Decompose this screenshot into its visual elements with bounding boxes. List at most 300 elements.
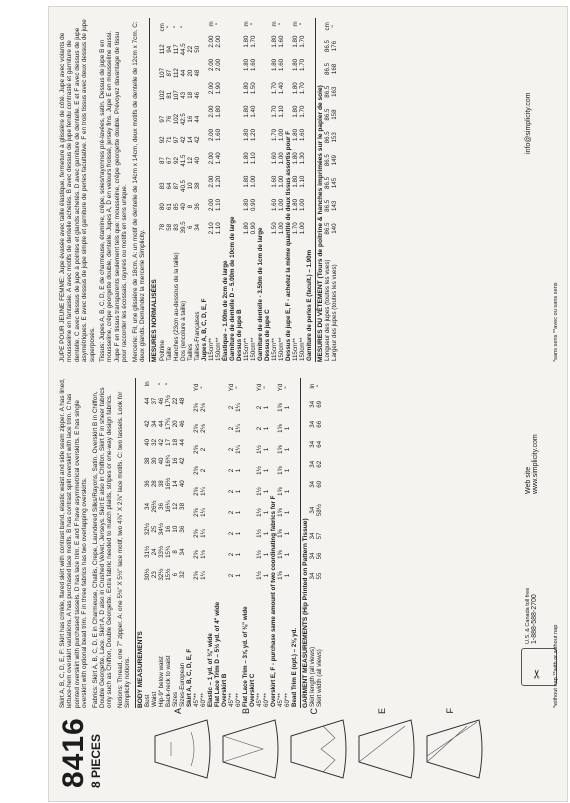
table-cell (187, 18, 194, 37)
table-cell: 86.5 (324, 62, 332, 75)
table-cell: 1.80 (291, 105, 299, 118)
table-cell: 86.5 (324, 85, 332, 98)
table-cell: 1⅛ (200, 550, 208, 559)
row-label: 150cm** (298, 337, 306, 361)
table-cell: 1¼ (235, 403, 243, 412)
table-cell: 40 (144, 438, 152, 446)
table-cell: 2⅝ (193, 424, 201, 433)
table-cell: " (249, 22, 257, 26)
table-cell: 2 (200, 468, 208, 473)
table-cell: 1 (235, 468, 243, 473)
table-cell: 25 (151, 525, 159, 533)
phone-contact (525, 588, 538, 644)
table-cell: 34 (309, 400, 317, 408)
table-cell: 34 (179, 548, 187, 556)
table-cell: 1.60 (277, 58, 285, 71)
row-label: Overskirt C (249, 673, 257, 707)
table-cell: " (172, 26, 180, 29)
row-label: Bust (144, 694, 152, 707)
table-cell: 1.80 (270, 58, 278, 71)
table-cell: 1.70 (270, 128, 278, 141)
notions-text: Notions: Thread, one 7" zipper. A: one 5⅛" X 5½" lace motif, two 4⅞" X 2⅞" lace motifs. C: two tassels. Look for Simplicity notions. (116, 391, 132, 708)
table-cell: 69 (316, 400, 324, 408)
row-label: 150cm** (277, 337, 285, 361)
table-cell: " (179, 26, 187, 29)
table-cell: 16 (165, 525, 173, 533)
body-measurements-table-fr (159, 18, 201, 362)
view-letter: F (445, 708, 455, 714)
table-cell: 2⅝ (193, 550, 201, 559)
table-cell: 39.5 (179, 221, 187, 234)
table-cell: 81 (165, 91, 173, 99)
table-cell: 12 (186, 157, 194, 164)
table-cell: 1.70 (270, 82, 278, 95)
row-label: Waist (151, 691, 159, 707)
table-cell: 1¼ (235, 424, 243, 433)
table-row (194, 18, 201, 362)
table-cell: 107 (158, 67, 166, 79)
table-cell: 15¾ (165, 545, 173, 558)
table-row (263, 378, 270, 708)
body-measurements-table (144, 378, 186, 708)
table-cell: " (158, 382, 166, 385)
table-cell: 76 (165, 115, 173, 123)
table-cell: 1.70 (270, 105, 278, 118)
table-cell: 15½ (165, 568, 173, 581)
table-cell: 2.00 (207, 105, 215, 118)
table-cell: 34½ (158, 523, 166, 536)
table-cell: 86.5 (324, 40, 332, 53)
table-cell: 1.50 (270, 222, 278, 235)
table-row (158, 378, 165, 708)
nap-note-fr: *sans sens **avec ou sans sens (553, 282, 559, 362)
table-row (172, 378, 179, 708)
row-label: 60"** (235, 693, 243, 707)
table-cell: 1 (235, 531, 243, 536)
table-cell: 1.40 (214, 152, 222, 165)
table-cell: " (263, 386, 271, 389)
table-cell: 1.40 (277, 82, 285, 95)
table-cell: 1.60 (249, 58, 257, 71)
table-cell: 32½ (144, 523, 152, 536)
table-cell: 2⅛ (200, 424, 208, 433)
table-cell: 64 (165, 182, 173, 190)
table-cell: 61 (165, 203, 173, 211)
table-cell: 6 (172, 572, 180, 577)
table-cell: 1 (263, 489, 271, 494)
simplicity-logo-icon: ✂ (521, 648, 557, 686)
table-cell: 1.00 (298, 198, 306, 212)
table-cell: 1.10 (249, 152, 257, 165)
table-cell: 1.80 (291, 35, 299, 48)
table-cell: 0.90 (249, 222, 257, 235)
skirt-sketch-icon (287, 712, 347, 786)
table-cell: 22 (172, 397, 180, 405)
row-label: 115cm** (207, 338, 215, 361)
view-letter: A (173, 708, 183, 715)
table-cell: 1.00 (298, 222, 306, 235)
table-cell: 1½ (256, 445, 264, 454)
table-row (285, 18, 292, 362)
row-label: 45"** (228, 693, 236, 707)
table-cell: 44 (158, 420, 166, 428)
table-row (257, 18, 264, 362)
pattern-number: 8416 (57, 717, 90, 788)
table-cell: 1.80 (242, 105, 250, 118)
row-label: 45"** (193, 693, 201, 707)
table-cell: 55 (316, 572, 324, 580)
table-cell: 34 (309, 440, 317, 448)
table-cell: 16¾ (165, 454, 173, 467)
table-cell: 87 (165, 69, 173, 77)
table-cell: 1.40 (249, 105, 257, 118)
table-cell: 1 (263, 468, 271, 473)
table-cell: 2 (228, 447, 236, 452)
fabrics-text: Fabrics: Skirt A, B, C, D, E in Charmeuse, Challis, Crepe, Laundered Silks/Rayons, Satin. Overskirt B in Chiffon, Double Georgette, Lace. Skirt A, D also in Crushed Velvet, Jerseys. Skirt E also in Chiffon. Skirt F in sheer fabrics only such as Chiffon, Double Georgette. Extra fabric needed to match plaids, stripes or one-way design fabrics. (91, 387, 114, 708)
table-cell: 16 (186, 115, 194, 123)
table-cell: m (270, 21, 278, 27)
table-cell: 2 (228, 510, 236, 515)
table-cell: 2 (228, 573, 236, 578)
table-row (242, 378, 249, 708)
table-cell (172, 378, 179, 390)
row-label: Dessus de jupe B (235, 309, 243, 361)
row-label: Bead Trim E (opt.) – 2⅛ yd. (291, 627, 299, 707)
table-cell: 97 (172, 136, 180, 144)
table-cell: 1.80 (270, 35, 278, 48)
table-cell: 2⅝ (193, 571, 201, 580)
table-cell: 86.5 (324, 131, 332, 144)
email-address[interactable]: info@simplicity.com (525, 92, 532, 154)
table-cell: 1¼ (200, 508, 208, 517)
table-cell: 2.00 (207, 198, 215, 212)
table-cell: 2⅝ (193, 403, 201, 412)
table-cell: 168 (331, 63, 339, 75)
table-row (277, 378, 284, 708)
table-cell: 158 (331, 109, 339, 120)
table-cell: 1 (263, 552, 271, 557)
table-cell: 20 (172, 420, 180, 428)
row-label: Garniture de dentelle D – 5.00m de 10cm de large (228, 216, 236, 361)
table-cell: 1.00 (277, 128, 285, 141)
table-row (144, 378, 151, 708)
row-label: Overskirt E, F - purchase same amount of two coordinating fabrics for F (270, 495, 278, 707)
table-cell: 22 (186, 45, 194, 53)
table-cell: 58½ (316, 504, 324, 517)
table-cell: " (165, 26, 173, 29)
table-cell: 1.70 (298, 35, 306, 48)
table-cell: 44 (144, 397, 152, 405)
table-cell: 1¼ (200, 487, 208, 496)
table-cell: 32½ (158, 568, 166, 581)
sketch-view-b (219, 708, 279, 786)
table-cell: 1.60 (270, 152, 278, 165)
table-cell: 1 (284, 405, 292, 410)
sketch-view-c (287, 708, 347, 786)
table-cell: 1 (263, 531, 271, 536)
row-label: Elastic – 1 yd. of ⅜" wide (207, 633, 215, 707)
table-cell: 86.5 (324, 199, 332, 212)
table-cell: 1.80 (291, 152, 299, 165)
sketch-view-a (151, 708, 211, 786)
row-label: Poitrine (158, 340, 166, 361)
phone-number: 1-888-588-2700 (531, 594, 538, 644)
view-letter: B (241, 708, 251, 715)
row-label: Élastique – 1.00m de 2cm de large (221, 260, 229, 361)
table-cell: 32 (179, 571, 187, 579)
row-label: Skirt A, B, C, D, E, F (186, 648, 194, 707)
table-cell: 1.60 (298, 128, 306, 141)
table-cell: 2.00 (207, 128, 215, 141)
view-sketches (151, 708, 491, 786)
yardage-table-fr (201, 18, 313, 362)
skirt-sketch-icon (219, 712, 279, 786)
table-row (207, 378, 214, 708)
row-label: Back-neck to waist (165, 655, 173, 707)
table-row (215, 18, 222, 362)
skirt-sketch-icon (423, 712, 483, 786)
table-row (200, 378, 207, 708)
table-cell: 48 (179, 397, 187, 405)
table-cell: 92 (172, 157, 180, 164)
table-cell: 37 (151, 397, 159, 405)
view-letter: C (309, 708, 319, 715)
row-label: Hip-9" below waist (158, 656, 166, 707)
body-measurements-title-fr: MESURES NORMALISÉES (149, 18, 158, 362)
table-cell: 140 (331, 223, 339, 234)
table-cell: 1.60 (270, 198, 278, 212)
piece-count: 8 PIECES (89, 733, 103, 788)
table-cell: 10 (186, 182, 194, 190)
table-cell: 2⅝ (193, 487, 201, 496)
table-cell: 71 (165, 136, 173, 144)
table-cell: 1 (284, 447, 292, 452)
table-cell: 48 (193, 69, 201, 77)
yardage-table (186, 378, 298, 708)
table-cell: 1.00 (277, 198, 285, 212)
table-cell: 1⅝ (277, 403, 285, 412)
table-cell: 2 (228, 468, 236, 473)
table-cell: 1.80 (291, 58, 299, 71)
table-cell: 86.5 (324, 222, 332, 235)
table-cell: 176 (331, 40, 339, 52)
table-cell: 1.80 (242, 175, 250, 188)
table-cell: 36 (144, 480, 152, 488)
table-cell: 1.80 (242, 35, 250, 48)
table-cell: 40 (179, 480, 187, 488)
table-row (270, 378, 277, 708)
table-cell: 38 (179, 502, 187, 510)
table-cell: 12 (172, 502, 180, 510)
row-label: Skirt width (all views) (316, 649, 324, 707)
table-cell: 34 (309, 480, 317, 488)
table-row (180, 18, 187, 362)
table-cell: 2⅝ (193, 508, 201, 517)
table-cell: 26½ (151, 500, 159, 513)
row-label: 60"** (263, 693, 271, 707)
table-cell: 1½ (256, 550, 264, 559)
table-cell: 42.5 (179, 113, 187, 126)
table-cell: 1.80 (242, 58, 250, 71)
table-cell: 1 (235, 510, 243, 515)
table-cell: 2 (200, 447, 208, 452)
table-row (250, 18, 257, 362)
row-label: Hanches (23cm au-dessous de la taille) (172, 252, 180, 361)
table-cell: 92 (158, 136, 166, 144)
garment-measurements-title-fr: MESURES DU VÊTEMENT (Tours de poitrine & hanches imprimées sur le papier de soie) (315, 18, 324, 362)
row-label: Longueur des jupes (toutes les vues) (324, 259, 332, 361)
table-cell: 34 (309, 552, 317, 560)
table-cell: 46 (193, 91, 201, 99)
table-cell: 83 (158, 182, 166, 190)
table-cell: 28 (151, 480, 159, 488)
table-cell: 1.10 (298, 175, 306, 188)
table-cell (179, 378, 186, 390)
table-cell: 40 (193, 157, 201, 164)
table-cell: 66 (316, 420, 324, 428)
table-cell: 1.70 (298, 82, 306, 95)
table-cell: 117 (172, 44, 180, 55)
table-cell: 1.10 (214, 222, 222, 235)
table-row (235, 378, 242, 708)
table-cell: 1 (263, 510, 271, 515)
table-cell: cm (324, 22, 332, 31)
row-label: Dos (encolure à taille) (179, 300, 187, 361)
table-cell: 1 (284, 468, 292, 473)
table-cell: 1.70 (298, 105, 306, 118)
fabrics-text-fr: Tissus: Jupes A, B, C, D, E de charmeuse, étamine, crêpe, soies/rayonnes pré-lavées, satin. Dessus de jupe B en mousseline, crêpe georgette double, dentelle. Jupes A, D en velours froissé, jersey fins. Jupe E en mousseline aussi. Jupe F en tissus transparents seulement tels que: mousseline, crêpe georgette double. Prévoyez davantage de tissu pour raccorder les écossais, rayures ou motifs en sens unique. (99, 30, 129, 362)
table-cell: 1.80 (291, 82, 299, 95)
table-cell: 80 (158, 203, 166, 211)
row-label: 60"** (284, 693, 292, 707)
table-cell: 85 (172, 203, 180, 211)
table-row (331, 18, 338, 362)
table-cell: 36 (179, 525, 187, 533)
table-cell: 1½ (256, 487, 264, 496)
skirt-sketch-icon (151, 712, 211, 786)
table-cell: 83 (172, 223, 180, 231)
table-cell: 1¼ (200, 529, 208, 538)
table-cell: 57 (316, 532, 324, 540)
web-url[interactable]: www.simplicity.com (532, 434, 539, 494)
table-row (292, 18, 299, 362)
table-row (243, 18, 250, 362)
table-cell: 1.20 (214, 175, 222, 188)
table-cell: 1.00 (277, 175, 285, 188)
row-label: Garniture de dentelle - 3.50m de 1cm de large (256, 227, 264, 361)
table-cell: 143 (331, 200, 339, 211)
table-cell: m (291, 21, 299, 27)
table-cell: 38 (158, 480, 166, 488)
table-cell: 2 (228, 426, 236, 431)
table-cell: 1 (235, 552, 243, 557)
table-row (278, 18, 285, 362)
garment-measurements-table-fr (324, 18, 338, 362)
table-cell: 46 (158, 397, 166, 405)
table-cell: 8 (172, 550, 180, 554)
table-cell: Yd (277, 383, 285, 392)
table-cell: 33½ (158, 545, 166, 558)
table-cell: 1.50 (249, 82, 257, 95)
table-cell: 38 (144, 457, 152, 465)
row-label: 45"** (256, 693, 264, 707)
table-row (214, 378, 221, 708)
table-cell: " (165, 382, 173, 385)
table-cell: 1⅝ (277, 508, 285, 517)
table-cell: 2 (228, 405, 236, 410)
intro-text: Skirt A, B, C, D, E, F: Skirt has crinkle, flared skirt with contrast band, elastic waist and side seam zipper. A has lined, lettuce-hem overskirt variations. A has purchased lace motifs. B has contrast split overskirt with lace trim. C has pointed overskirt with purchased tassels. D has lace trim. E and F have asymmetrical overskirts. E has single overskirt with optional bead trim. F in three fabrics has two overlapping overskirts. (59, 378, 89, 708)
table-row (187, 18, 194, 362)
table-cell: 16¼ (165, 500, 173, 513)
table-cell: 34 (309, 506, 317, 514)
table-cell: 1.80 (242, 222, 250, 235)
table-cell: Yd (228, 383, 236, 392)
table-cell: 23 (151, 571, 159, 579)
table-cell: 1 (235, 573, 243, 578)
table-cell: 67 (165, 157, 173, 164)
table-cell: 163 (331, 86, 339, 97)
table-cell: 34 (193, 223, 201, 231)
table-row (151, 378, 158, 708)
table-cell: 1.80 (242, 82, 250, 95)
table-cell: 41.5 (179, 154, 187, 167)
table-cell: 2.10 (207, 222, 215, 235)
table-cell: 2 (228, 489, 236, 494)
table-row (256, 378, 263, 708)
table-cell: 44 (193, 115, 201, 123)
table-row (229, 18, 236, 362)
row-label: 45"** (277, 693, 285, 707)
table-row (324, 18, 331, 362)
table-row (228, 378, 235, 708)
table-cell: 1¼ (200, 571, 208, 580)
french-column (59, 18, 338, 362)
table-cell: " (277, 22, 285, 26)
table-cell: 1 (284, 552, 292, 557)
table-cell: 58 (165, 223, 173, 231)
table-cell: 1 (284, 489, 292, 494)
table-cell: 2⅝ (193, 529, 201, 538)
table-cell: 17¼ (165, 417, 173, 430)
table-cell: " (235, 386, 243, 389)
table-cell: 1.80 (214, 105, 222, 118)
table-cell: 1 (284, 531, 292, 536)
garment-measurements-table (309, 378, 323, 708)
table-cell: 43 (179, 91, 187, 99)
table-cell: 1.00 (277, 222, 285, 235)
table-cell: 44 (179, 69, 187, 77)
table-cell: 2⅝ (193, 445, 201, 454)
table-cell: 44 (179, 438, 187, 446)
table-cell: 107 (172, 90, 180, 101)
table-cell: 20 (186, 69, 194, 77)
table-row (309, 378, 316, 708)
table-cell: 42 (179, 457, 187, 465)
row-label: 115cm** (291, 338, 299, 361)
english-column (59, 378, 323, 708)
table-row (299, 18, 306, 362)
table-cell: 62 (316, 460, 324, 468)
notions-text-fr: Mercerie: Fil, une glissière de 18cm. A: un motif de dentelle de 14cm x 14cm, deux motifs de dentelle de 12cm x 7cm. C: deux glands. Demandez la mercerie Simplicity. (131, 21, 147, 362)
table-cell: 38 (193, 182, 201, 190)
table-cell: 30 (151, 457, 159, 465)
table-cell: 1⅝ (277, 466, 285, 475)
table-cell (151, 378, 158, 390)
table-cell: 1⅝ (277, 424, 285, 433)
table-cell: 36 (158, 502, 166, 510)
table-cell: 145 (331, 177, 339, 189)
table-row (221, 378, 228, 708)
